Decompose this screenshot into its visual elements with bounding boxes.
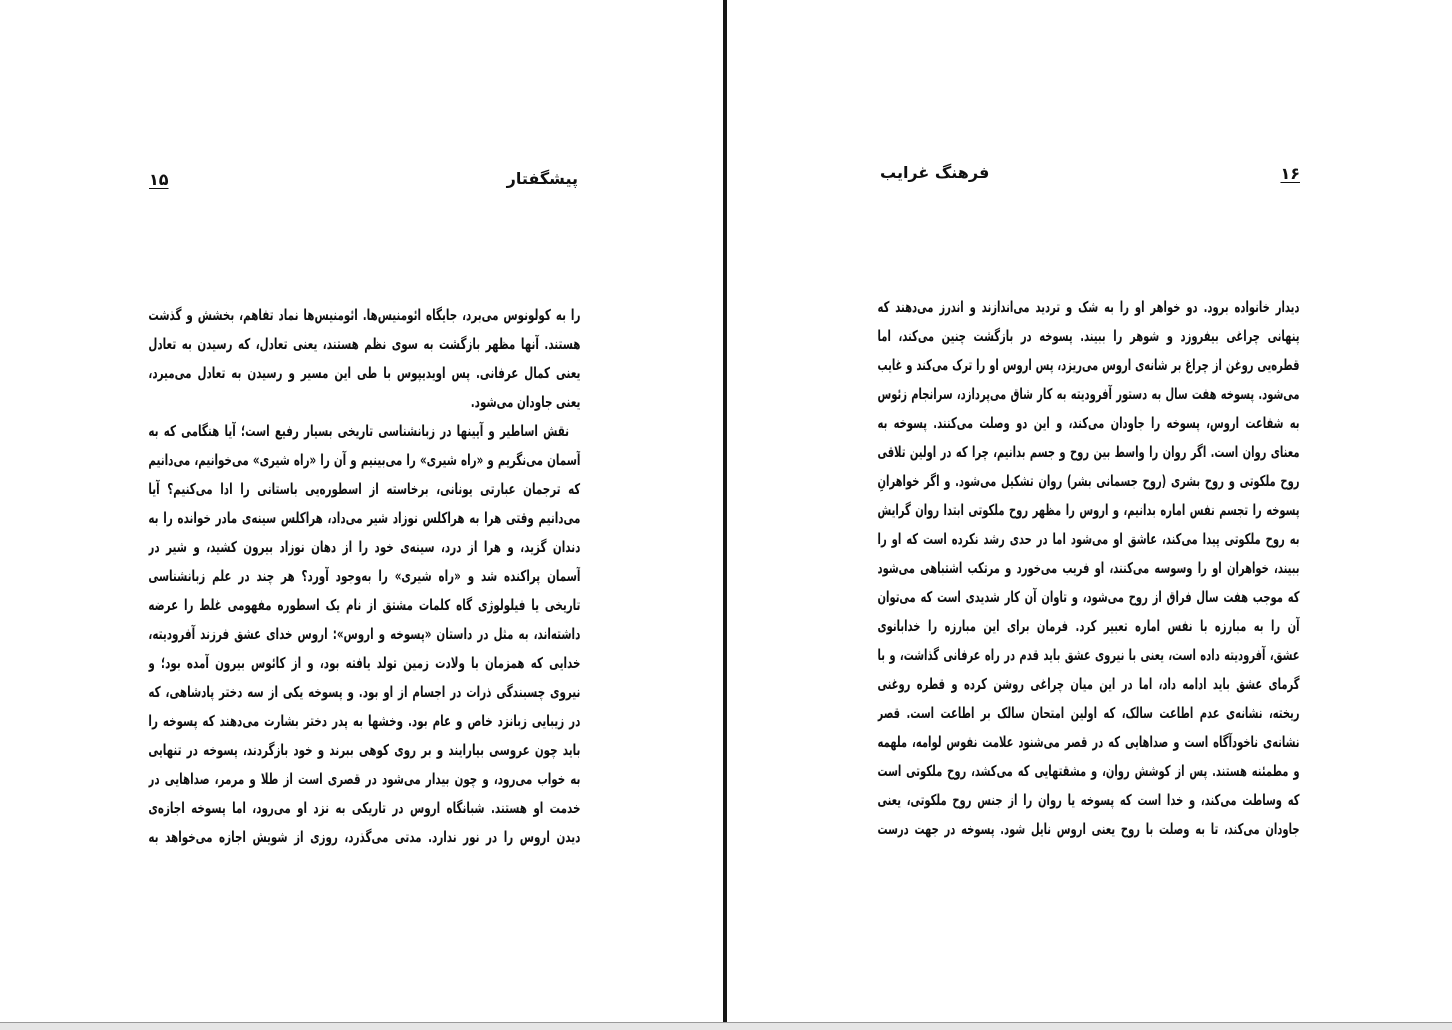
text-block-inner xyxy=(148,301,580,852)
text-line: می‌شود. پسوخه هفت سال به دستور آفرودیته به کار شاق می‌پردازد، سرانجام زئوس xyxy=(878,385,1300,403)
text-line: پسوخه را تجسم نفس اماره بدانیم، و اروس را مظهر روح ملکوتی ابتدا روان گرایش xyxy=(878,501,1300,519)
book-spine xyxy=(723,0,727,1022)
text-line: نقش اساطیر و آیینها در زبانشناسی تاریخی بسیار رفیع است؛ آیا هنگامی که به xyxy=(148,422,569,440)
text-line: آسمان می‌نگریم و «راه شیری» را می‌بینیم و آن را «راه شیری» می‌خوانیم، می‌دانیم xyxy=(148,451,580,469)
text-line: ریخته، نشانه‌ی عدم اطاعت سالک، که اولین امتحان سالک بر اطاعت است. قصر xyxy=(878,704,1300,722)
text-line: روح ملکوتی و روح بشری (روح جسمانی بشر) روان تشکیل می‌شود. و اگر خواهرانِ xyxy=(878,472,1300,490)
text-line: می‌دانیم وقتی هرا به هراکلس نوزاد شیر می‌داد، هراکلس سینه‌ی مادر خوانده را به xyxy=(148,509,580,527)
text-line: پنهانی چراغی بیفروزد و شوهر را ببیند. پسوخه در بازگشت چنین می‌کند، اما xyxy=(878,327,1300,345)
text-line: عشق، آفرودیته داده است، یعنی با نیروی عشق باید قدم در راه عرفانی گذاشت، و با xyxy=(878,646,1300,664)
text-line: یعنی جاودان می‌شود. xyxy=(470,393,580,411)
text-line: در زیبایی زبانزد خاص و عام بود. وخشها به پدر دختر بشارت می‌دهند که پسوخه را xyxy=(148,712,580,730)
text-line: نشانه‌ی ناخودآگاه است و صداهایی که در قصر می‌شنود علامت نفوس لوامه، ملهمه xyxy=(878,733,1300,751)
text-line: آسمان پراکنده شد و «راه شیری» را به‌وجود آورد؟ هر چند در علم زبانشناسی xyxy=(148,567,580,585)
text-line: گرمای عشق باید ادامه داد، اما در این میان چراغی روشن کرده و قطره روغنی xyxy=(878,675,1300,693)
text-block xyxy=(878,293,1300,844)
paragraph xyxy=(148,301,580,417)
text-line: تاریخی یا فیلولوژی گاه کلمات مشتق از نام یک اسطوره مفهومی غلط را عرضه xyxy=(148,596,580,614)
text-line: هستند. آنها مظهر بازگشت به سوی نظم هستند، یعنی تعادل، که رسیدن به تعادل xyxy=(148,335,580,353)
text-line: که وساطت می‌کند، و خدا است که پسوخه یا روان را از جنس روح ملکوتی، یعنی xyxy=(878,791,1300,809)
text-line: یعنی کمال عرفانی. پس اویدیپوس با طی این مسیر و رسیدن به تعادل می‌میرد، xyxy=(148,364,580,382)
paragraph xyxy=(148,417,580,852)
running-head: فرهنگ غرایب xyxy=(880,163,990,182)
text-line: قطره‌یی روغن از چراغ بر شانه‌ی اروس می‌ریزد، پس اروس او را ترک می‌کند و غایب xyxy=(878,356,1300,374)
text-line: آن را به مبارزه با نفس اماره تعبیر کرد. فرمان برای این مبارزه را خدابانوی xyxy=(878,617,1300,635)
scan-bottom-edge xyxy=(0,1022,1452,1030)
text-line: که ترجمان عبارتی یونانی، برخاسته از اسطوره‌یی باستانی را ادا می‌کنیم؟ آیا xyxy=(148,480,580,498)
text-line: ببیند، خواهران او را وسوسه می‌کنند، او فریب می‌خورد و مرتکب اشتباهی می‌شود xyxy=(878,559,1300,577)
text-line: معنای روان است. اگر روان را واسط بین روح و جسم بدانیم، چرا که در اولین تلاقی xyxy=(878,443,1300,461)
text-line: که موجب هفت سال فراق از روح می‌شود، و تاوان آن کار شدیدی است که می‌توان xyxy=(878,588,1300,606)
page-number: ۱۵ xyxy=(149,170,169,189)
page-number: ۱۶ xyxy=(1280,164,1300,183)
text-line: داشته‌اند، به مثل در داستان «پسوخه و اروس»: اروس خدای عشق فرزند آفرودیته، xyxy=(148,625,580,643)
text-line: به شفاعت اروس، پسوخه را جاودان می‌کند، و این دو وصلت می‌کنند. پسوخه به xyxy=(878,414,1300,432)
text-line: به خواب می‌رود، و چون بیدار می‌شود در قصری است از طلا و مرمر، صداهایی در xyxy=(148,770,580,788)
text-line: را به کولونوس می‌برد، جایگاه ائومنیس‌ها. ائومنیس‌ها نماد تفاهم، بخشش و گذشت xyxy=(148,306,580,324)
text-line: خدایی که همزمان با ولادت زمین تولد یافته بود، و از کائوس بیرون آمده بود؛ و xyxy=(148,654,580,672)
text-block xyxy=(148,301,580,852)
text-line: دیدن اروس را در نور ندارد. مدتی می‌گذرد، روزی از شویش اجازه می‌خواهد به xyxy=(148,828,580,846)
running-head: پیشگفتار xyxy=(506,169,578,188)
text-block-inner xyxy=(878,293,1300,844)
text-line: و مطمئنه هستند. پس از کوشش روان، و مشقتهایی که می‌کشد، روح ملکوتی است xyxy=(878,762,1300,780)
text-line: به روح ملکوتی پیدا می‌کند، عاشق او می‌شود اما در حدی رشد نکرده است که او را xyxy=(878,530,1300,548)
text-line: دندان گزید، و هرا از درد، سینه‌ی خود را از دهان نوزاد بیرون کشید، و شیر در xyxy=(148,538,580,556)
text-line: دیدار خانواده برود. دو خواهر او را به شک و تردید می‌اندازند و اندرز می‌دهند که xyxy=(878,298,1300,316)
text-line: جاودان می‌کند، تا به وصلت با روح یعنی اروس نایل شود. پسوخه در جهت درست xyxy=(878,820,1300,838)
text-line: باید چون عروسی بیارایند و بر روی کوهی ببرند و خود بازگردند، پسوخه در تنهایی xyxy=(148,741,580,759)
text-line: خدمت او هستند. شبانگاه اروس در تاریکی به نزد او می‌رود، اما پسوخه اجازه‌ی xyxy=(148,799,580,817)
text-line: نیروی چسبندگی ذرات در اجسام از او بود. و پسوخه یکی از سه دختر پادشاهی، که xyxy=(148,683,580,701)
paragraph xyxy=(878,293,1300,844)
